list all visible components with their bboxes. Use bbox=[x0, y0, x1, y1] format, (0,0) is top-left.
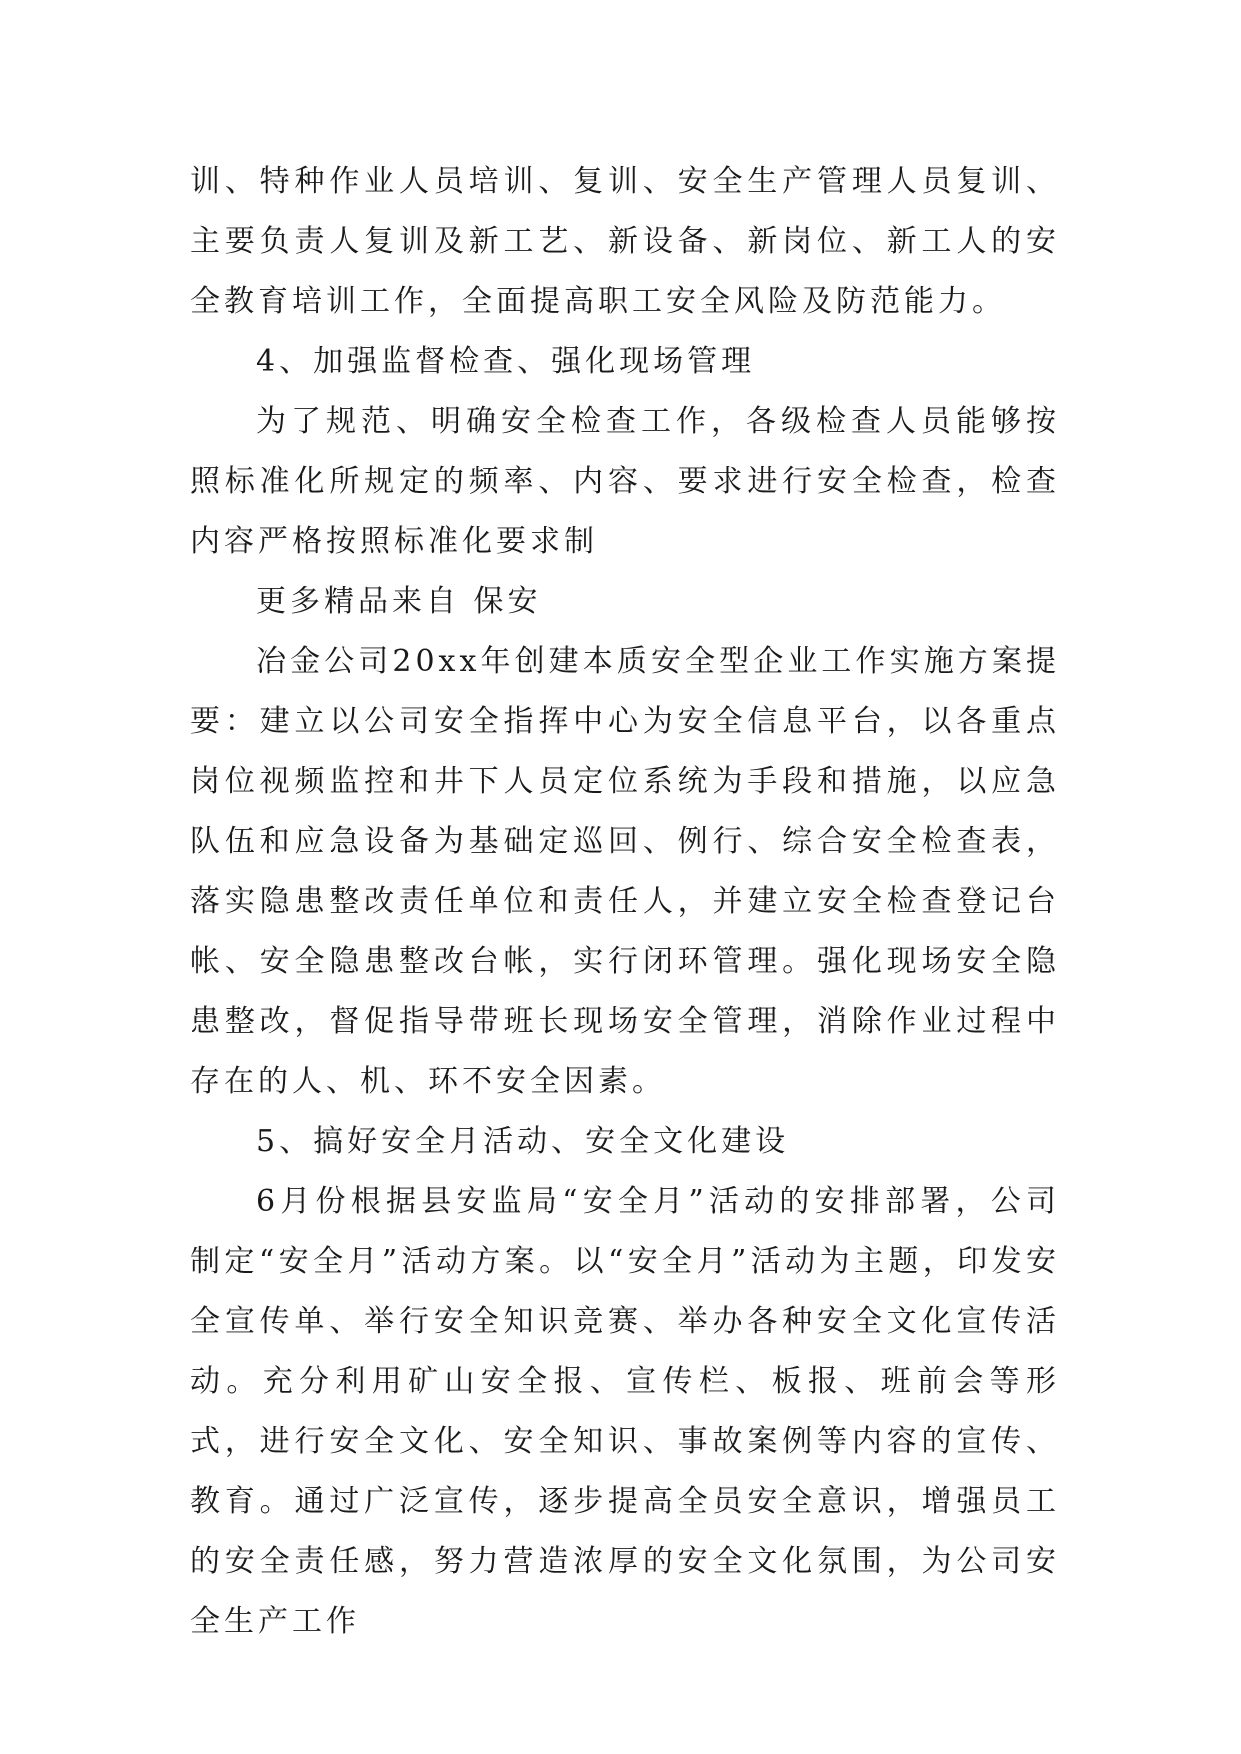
paragraph-training: 训、特种作业人员培训、复训、安全生产管理人员复训、主要负责人复训及新工艺、新设备、新岗位、新工人的安全教育培训工作，全面提高职工安全风险及防范能力。 bbox=[190, 164, 1060, 319]
paragraph-inspection-standard: 为了规范、明确安全检查工作，各级检查人员能够按照标准化所规定的频率、内容、要求进行安全检查，检查内容严格按照标准化要求制 bbox=[190, 404, 1060, 559]
heading-supervision-inspection: 4、加强监督检查、强化现场管理 bbox=[256, 344, 756, 379]
paragraph-implementation-plan: 冶金公司20xx年创建本质安全型企业工作实施方案提要：建立以公司安全指挥中心为安全信息平台，以各重点岗位视频监控和井下人员定位系统为手段和措施，以应急队伍和应急设备为基础定巡回、例行、综合安全检查表，落实隐患整改责任单位和责任人，并建立安全检查登记台帐、安全隐患整改台帐，实行闭环管理。强化现场安全隐患整改，督促指导带班长现场安全管理，消除作业过程中存在的人、机、环不安全因素。 bbox=[190, 644, 1060, 1099]
paragraph-source-note: 更多精品来自 保安 bbox=[256, 584, 542, 619]
heading-safety-month: 5、搞好安全月活动、安全文化建设 bbox=[256, 1124, 790, 1159]
paragraph-safety-month-activities: 6月份根据县安监局“安全月”活动的安排部署，公司制定“安全月”活动方案。以“安全月”活动为主题，印发安全宣传单、举行安全知识竞赛、举办各种安全文化宣传活动。充分利用矿山安全报、宣传栏、板报、班前会等形式，进行安全文化、安全知识、事故案例等内容的宣传、教育。通过广泛宣传，逐步提高全员安全意识，增强员工的安全责任感，努力营造浓厚的安全文化氛围，为公司安全生产工作 bbox=[190, 1184, 1060, 1639]
document-page bbox=[190, 152, 1060, 1652]
